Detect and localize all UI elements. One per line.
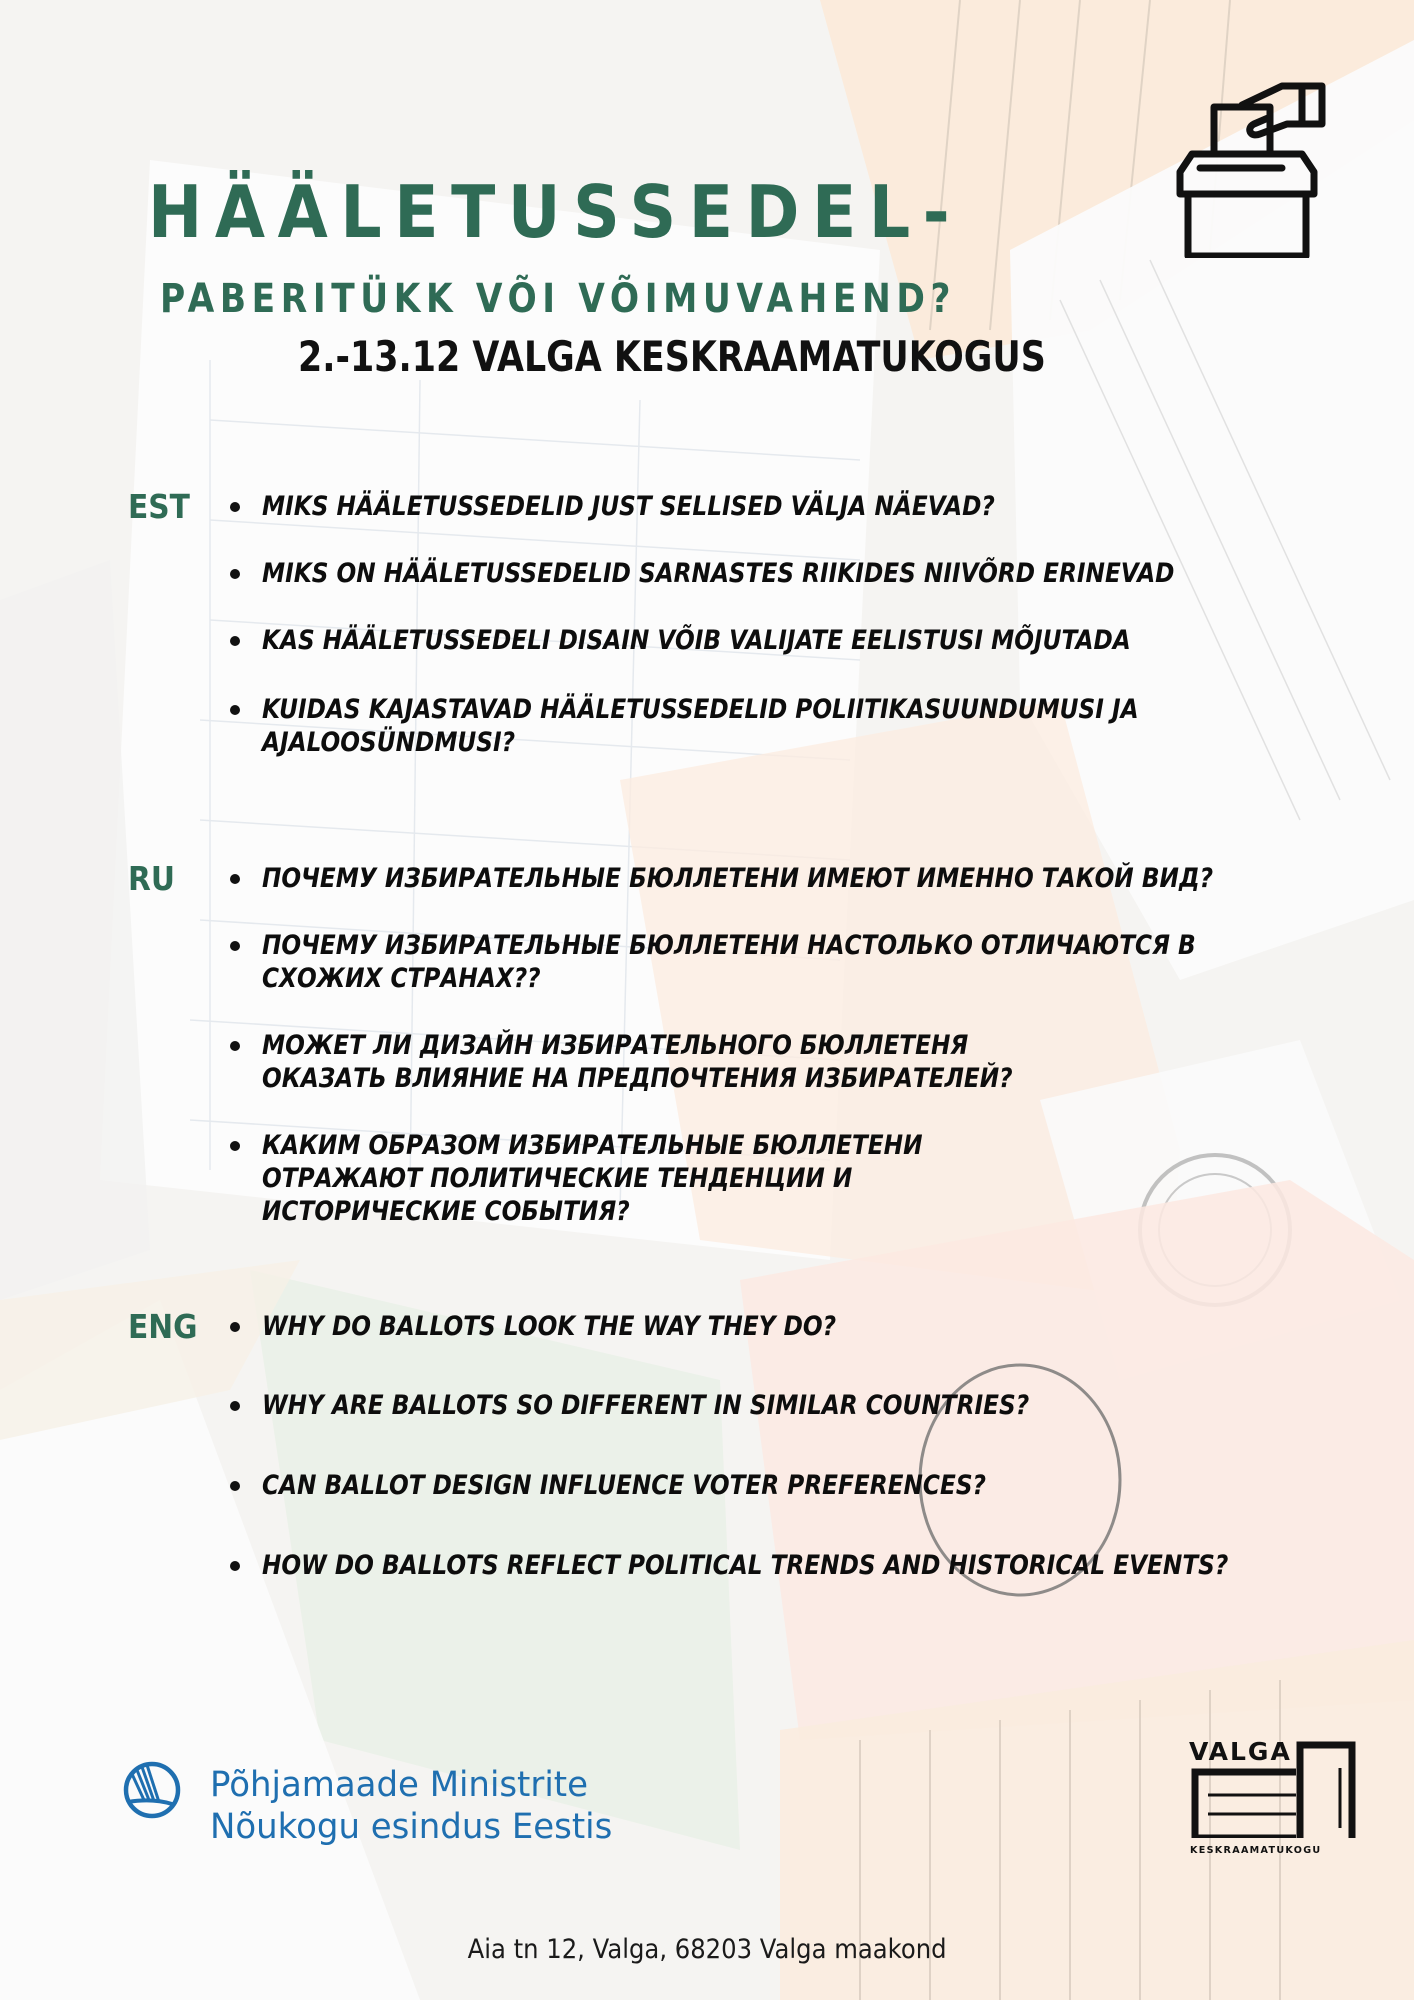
question-list [228, 862, 1358, 1228]
language-label: ENG [128, 1307, 198, 1346]
bullet-icon [230, 569, 240, 579]
event-date-location: 2.-13.12 VALGA KESKRAAMATUKOGUS [298, 332, 1046, 381]
address: Aia tn 12, Valga, 68203 Valga maakond [467, 1934, 947, 1965]
question-list [228, 490, 1358, 759]
question-item: WHY DO BALLOTS LOOK THE WAY THEY DO? [228, 1310, 1358, 1343]
question-item: KUIDAS KAJASTAVAD HÄÄLETUSSEDELID POLIITIKASUUNDUMUSI JA AJALOOSÜNDMUSI? [228, 693, 1358, 759]
bullet-icon [230, 941, 240, 951]
valga-library-logo [1188, 1738, 1358, 1860]
nordic-swan-icon [122, 1760, 182, 1824]
question-item: MIKS ON HÄÄLETUSSEDELID SARNASTES RIIKIDES NIIVÕRD ERINEVAD [228, 557, 1358, 590]
question-item: HOW DO BALLOTS REFLECT POLITICAL TRENDS AND HISTORICAL EVENTS? [228, 1549, 1358, 1582]
library-mark-icon [1188, 1738, 1358, 1838]
poster-title: HÄÄLETUSSEDEL- [148, 170, 963, 254]
bullet-icon [230, 1322, 240, 1332]
bullet-icon [230, 1481, 240, 1491]
bullet-icon [230, 1141, 240, 1151]
valga-logo-title: VALGA [1189, 1737, 1292, 1766]
bullet-icon [230, 502, 240, 512]
question-item: KAS HÄÄLETUSSEDELI DISAIN VÕIB VALIJATE EELISTUSI MÕJUTADA [228, 624, 1358, 657]
ballot-box-icon [1142, 72, 1328, 258]
question-item: WHY ARE BALLOTS SO DIFFERENT IN SIMILAR COUNTRIES? [228, 1389, 1358, 1422]
bullet-icon [230, 1401, 240, 1411]
question-item: КАКИМ ОБРАЗОМ ИЗБИРАТЕЛЬНЫЕ БЮЛЛЕТЕНИ ОТРАЖАЮТ ПОЛИТИЧЕСКИЕ ТЕНДЕНЦИИ И ИСТОРИЧЕСКИЕ СОБЫТИЯ? [228, 1129, 1358, 1228]
bullet-icon [230, 1561, 240, 1571]
question-item: МОЖЕТ ЛИ ДИЗАЙН ИЗБИРАТЕЛЬНОГО БЮЛЛЕТЕНЯ ОКАЗАТЬ ВЛИЯНИЕ НА ПРЕДПОЧТЕНИЯ ИЗБИРАТЕЛЕЙ? [228, 1029, 1358, 1095]
question-item: ПОЧЕМУ ИЗБИРАТЕЛЬНЫЕ БЮЛЛЕТЕНИ ИМЕЮТ ИМЕННО ТАКОЙ ВИД? [228, 862, 1358, 895]
bullet-icon [230, 874, 240, 884]
bullet-icon [230, 636, 240, 646]
question-item: MIKS HÄÄLETUSSEDELID JUST SELLISED VÄLJA NÄEVAD? [228, 490, 1358, 523]
nordic-logo-line2: Nõukogu esindus Eestis [210, 1807, 613, 1847]
question-list [228, 1310, 1358, 1582]
bullet-icon [230, 1041, 240, 1051]
question-item: CAN BALLOT DESIGN INFLUENCE VOTER PREFERENCES? [228, 1469, 1358, 1502]
poster-subtitle: PABERITÜKK VÕI VÕIMUVAHEND? [160, 276, 957, 322]
question-item: ПОЧЕМУ ИЗБИРАТЕЛЬНЫЕ БЮЛЛЕТЕНИ НАСТОЛЬКО ОТЛИЧАЮТСЯ В СХОЖИХ СТРАНАХ?? [228, 929, 1358, 995]
language-label: RU [128, 859, 175, 898]
bullet-icon [230, 705, 240, 715]
language-label: EST [128, 487, 190, 526]
nordic-council-logo [122, 1760, 722, 1860]
nordic-logo-line1: Põhjamaade Ministrite [210, 1765, 588, 1805]
valga-logo-subtitle: KESKRAAMATUKOGU [1190, 1845, 1322, 1856]
